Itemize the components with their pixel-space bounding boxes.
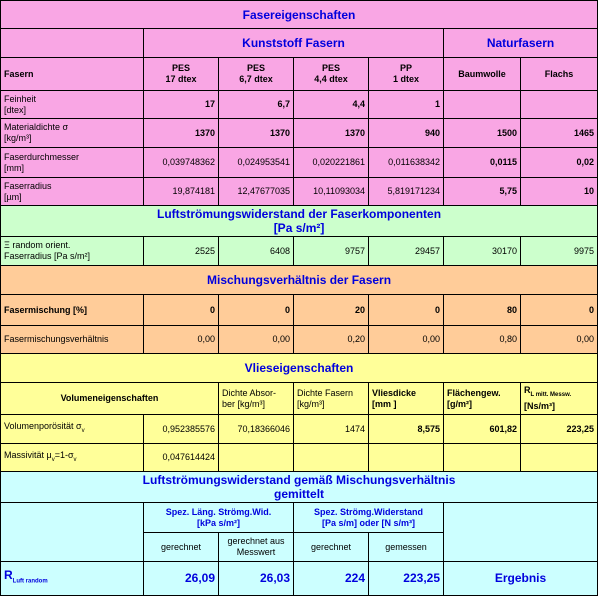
table-row: Feinheit [dtex] 17 6,7 4,4 1 <box>1 91 598 119</box>
table-row: $R_{Luft random}$ 26,09 26,03 224 223,25 Ergebnis <box>1 562 598 596</box>
measured-header: gemessen <box>369 533 444 562</box>
col-header: Flachs <box>521 58 598 91</box>
table-row: Fasermischung [%] 0 0 20 0 80 0 <box>1 295 598 326</box>
result-label: Ergebnis <box>444 562 598 596</box>
synthetic-fibers-group: Kunststoff Fasern <box>144 29 444 58</box>
spec-resistance-header: Spez. Strömg.Widerstand [Pa s/m] oder [N s/m³] <box>294 503 444 533</box>
row-label: Feinheit [dtex] <box>1 91 144 119</box>
computed-header: gerechnet <box>294 533 369 562</box>
row-label: $R_{Luft random}$ <box>1 562 144 596</box>
table-row: Faserradius [µm] 19,874181 12,47677035 10,11093034 5,819171234 5,75 10 <box>1 178 598 206</box>
row-label: Massivität $\mu_v=1-\sigma_v$ <box>1 444 144 472</box>
table-row: Volumenporösität $\sigma_v$ 0,952385576 70,18366046 1474 8,575 601,82 223,25 <box>1 415 598 444</box>
col-header: PES 17 dtex <box>144 58 219 91</box>
col-header: Baumwolle <box>444 58 521 91</box>
resistance-section-title: Luftströmungswiderstand der Faserkomponenten [Pa s/m²] <box>1 206 598 237</box>
area-weight-header: Flächengew. [g/m²] <box>444 383 521 415</box>
from-measured-header: gerechnet aus Messwert <box>219 533 294 562</box>
row-label: Volumenporösität $\sigma_v$ <box>1 415 144 444</box>
fiber-density-header: Dichte Fasern [kg/m³] <box>294 383 369 415</box>
volume-properties-label: Volumeneigenschaften <box>1 383 219 415</box>
spec-length-resistance-header: Spez. Läng. Strömg.Wid. [kPa s/m²] <box>144 503 294 533</box>
table-row: Fasermischungsverhältnis 0,00 0,00 0,20 0,00 0,80 0,00 <box>1 326 598 354</box>
thickness-header: Vliesdicke [mm ] <box>369 383 444 415</box>
row-label: Fasermischung [%] <box>1 295 144 326</box>
row-label: Faserdurchmesser [mm] <box>1 148 144 178</box>
fibers-header-label: Fasern <box>1 58 144 91</box>
row-label: Materialdichte σ [kg/m³] <box>1 119 144 148</box>
row-label: Ξ random orient. Faserradius [Pa s/m²] <box>1 237 144 266</box>
table-title: Fasereigenschaften <box>1 1 598 29</box>
computed-header: gerechnet <box>144 533 219 562</box>
table-row: Massivität $\mu_v=1-\sigma_v$ 0,047614424 <box>1 444 598 472</box>
result-section-title: Luftströmungswiderstand gemäß Mischungsverhältnis gemittelt <box>1 472 598 503</box>
rl-header: $R_{L mitt. Messw.}$ [Ns/m³] <box>521 383 598 415</box>
natural-fibers-group: Naturfasern <box>444 29 598 58</box>
fleece-section-title: Vlieseigenschaften <box>1 354 598 383</box>
density-header: Dichte Absor- ber [kg/m³] <box>219 383 294 415</box>
col-header: PES 6,7 dtex <box>219 58 294 91</box>
table-row: Ξ random orient. Faserradius [Pa s/m²] 2525 6408 9757 29457 30170 9975 <box>1 237 598 266</box>
col-header: PP 1 dtex <box>369 58 444 91</box>
table-row: Materialdichte σ [kg/m³] 1370 1370 1370 940 1500 1465 <box>1 119 598 148</box>
col-header: PES 4,4 dtex <box>294 58 369 91</box>
table-row: Faserdurchmesser [mm] 0,039748362 0,024953541 0,020221861 0,011638342 0,0115 0,02 <box>1 148 598 178</box>
row-label: Fasermischungsverhältnis <box>1 326 144 354</box>
row-label: Faserradius [µm] <box>1 178 144 206</box>
mixing-section-title: Mischungsverhältnis der Fasern <box>1 266 598 295</box>
